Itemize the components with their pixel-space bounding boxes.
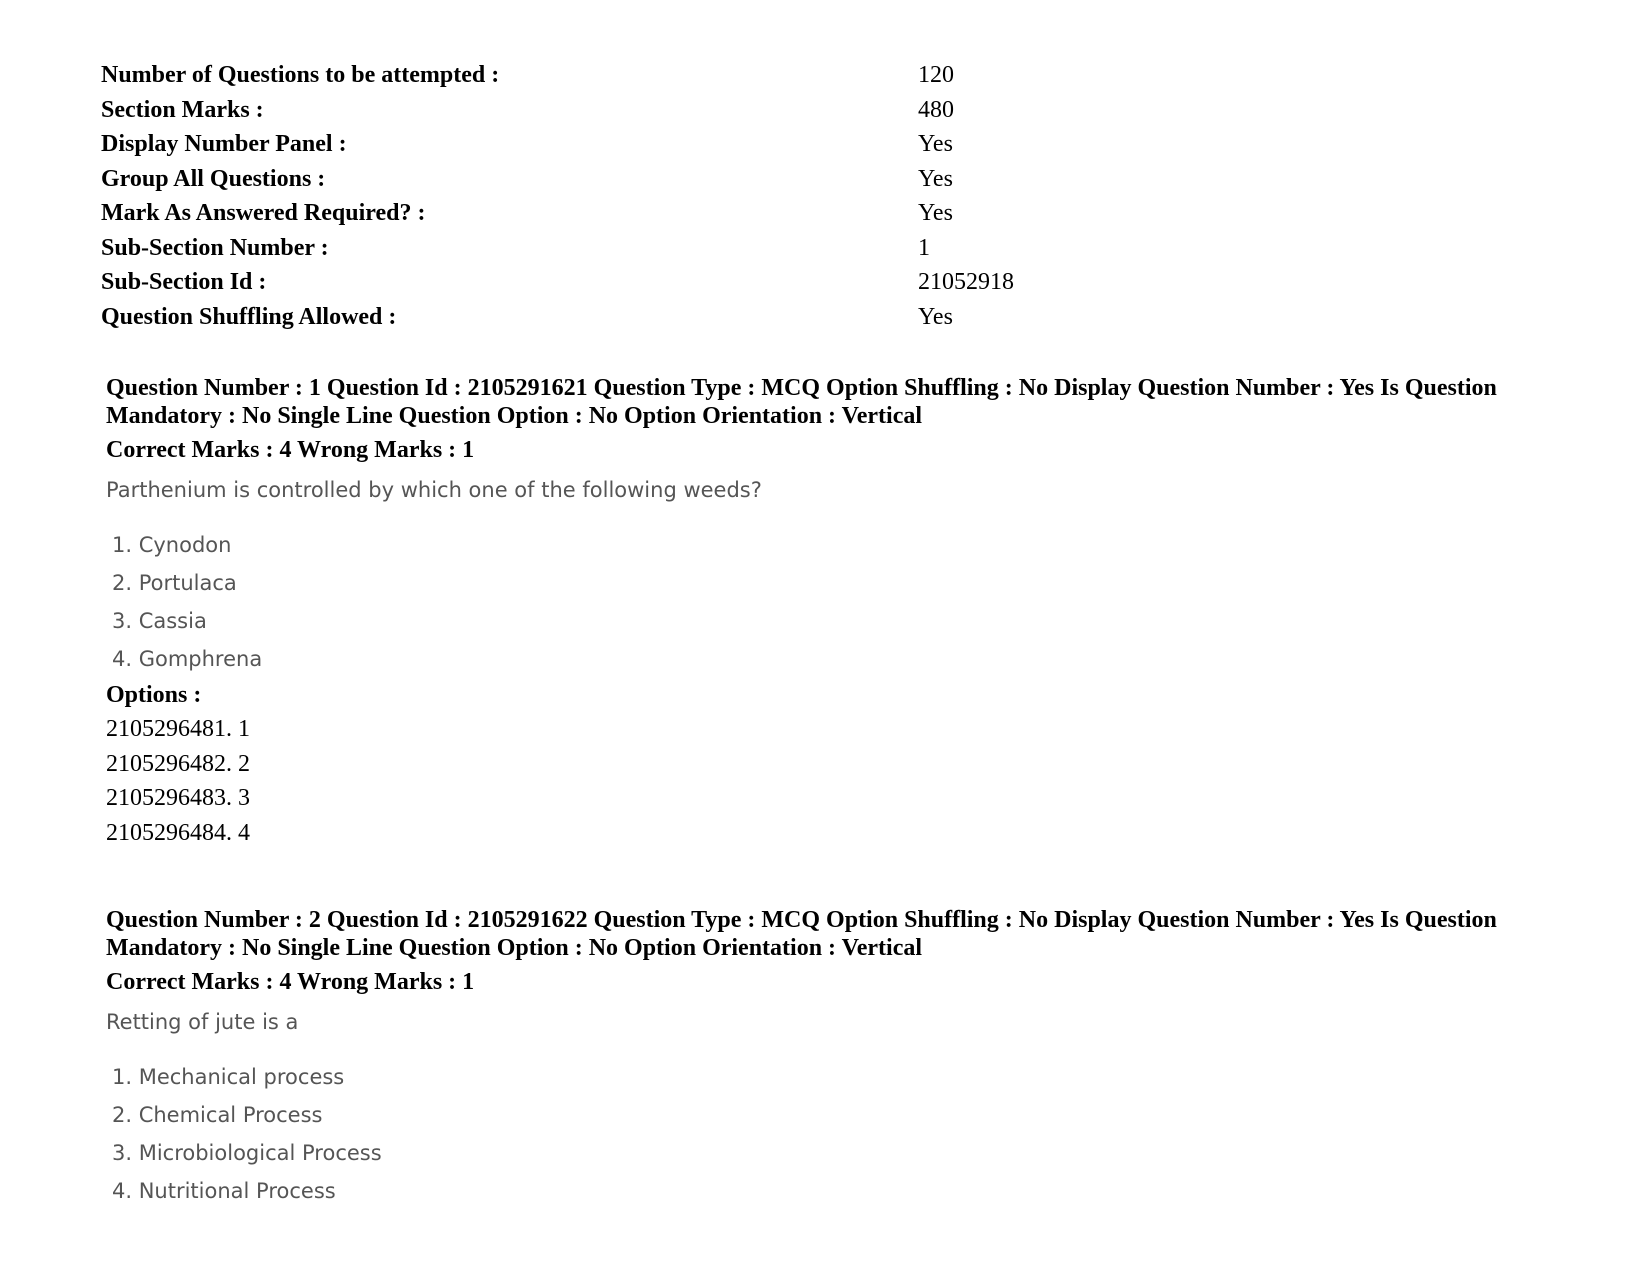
section-info-row <box>101 93 1101 128</box>
info-value: 120 <box>918 62 954 88</box>
section-info-row <box>101 265 1101 300</box>
info-label: Section Marks : <box>101 96 264 123</box>
choice-item: 4. Nutritional Process <box>112 1179 336 1203</box>
choice-item: 3. Cassia <box>112 609 207 633</box>
choice-item: 1. Cynodon <box>112 533 232 557</box>
question-header-line: Question Number : 2 Question Id : 2105291622 Question Type : MCQ Option Shuffling : No Display Question Number : Yes Is Question <box>106 907 1497 933</box>
info-label: Sub-Section Id : <box>101 269 267 295</box>
info-label: Display Number Panel : <box>101 131 347 157</box>
section-info-table <box>101 58 1101 334</box>
question-header <box>106 906 1586 962</box>
info-value: Yes <box>918 303 953 330</box>
section-info-row <box>101 196 1101 231</box>
option-id-item: 2105296484. 4 <box>106 819 250 846</box>
section-info-row <box>101 58 1101 93</box>
section-info-row <box>101 127 1101 162</box>
info-label: Question Shuffling Allowed : <box>101 303 397 330</box>
question-header <box>106 374 1586 430</box>
question-header-line: Mandatory : No Single Line Question Option : No Option Orientation : Vertical <box>106 403 923 429</box>
question-choices <box>112 1058 1586 1210</box>
info-value: Yes <box>918 200 953 226</box>
question-choices <box>112 526 1586 678</box>
question-block-1 <box>106 374 1586 850</box>
info-label: Number of Questions to be attempted : <box>101 62 500 88</box>
info-value: 480 <box>918 96 954 123</box>
info-value: Yes <box>918 131 953 157</box>
choice-item: 2. Chemical Process <box>112 1103 323 1127</box>
options-heading: Options : <box>106 682 202 708</box>
section-info-row <box>101 231 1101 266</box>
question-text: Retting of jute is a <box>106 1010 299 1034</box>
question-block-2 <box>106 906 1586 1210</box>
question-text: Parthenium is controlled by which one of the following weeds? <box>106 478 762 502</box>
option-id-item: 2105296483. 3 <box>106 785 250 811</box>
info-value: 1 <box>918 234 930 261</box>
choice-item: 4. Gomphrena <box>112 647 263 671</box>
question-marks: Correct Marks : 4 Wrong Marks : 1 <box>106 437 475 463</box>
info-value: Yes <box>918 165 953 192</box>
option-id-item: 2105296481. 1 <box>106 716 250 742</box>
section-info-row <box>101 162 1101 197</box>
info-value: 21052918 <box>918 269 1014 295</box>
info-label: Sub-Section Number : <box>101 234 329 261</box>
question-header-line: Question Number : 1 Question Id : 2105291621 Question Type : MCQ Option Shuffling : No Display Question Number : Yes Is Question <box>106 375 1497 401</box>
choice-item: 3. Microbiological Process <box>112 1141 382 1165</box>
info-label: Group All Questions : <box>101 165 326 192</box>
question-marks: Correct Marks : 4 Wrong Marks : 1 <box>106 969 475 995</box>
choice-item: 2. Portulaca <box>112 571 237 595</box>
section-info-row <box>101 300 1101 335</box>
choice-item: 1. Mechanical process <box>112 1065 345 1089</box>
question-header-line: Mandatory : No Single Line Question Option : No Option Orientation : Vertical <box>106 935 923 961</box>
info-label: Mark As Answered Required? : <box>101 200 426 226</box>
option-id-item: 2105296482. 2 <box>106 750 250 777</box>
options-list <box>106 712 1586 850</box>
